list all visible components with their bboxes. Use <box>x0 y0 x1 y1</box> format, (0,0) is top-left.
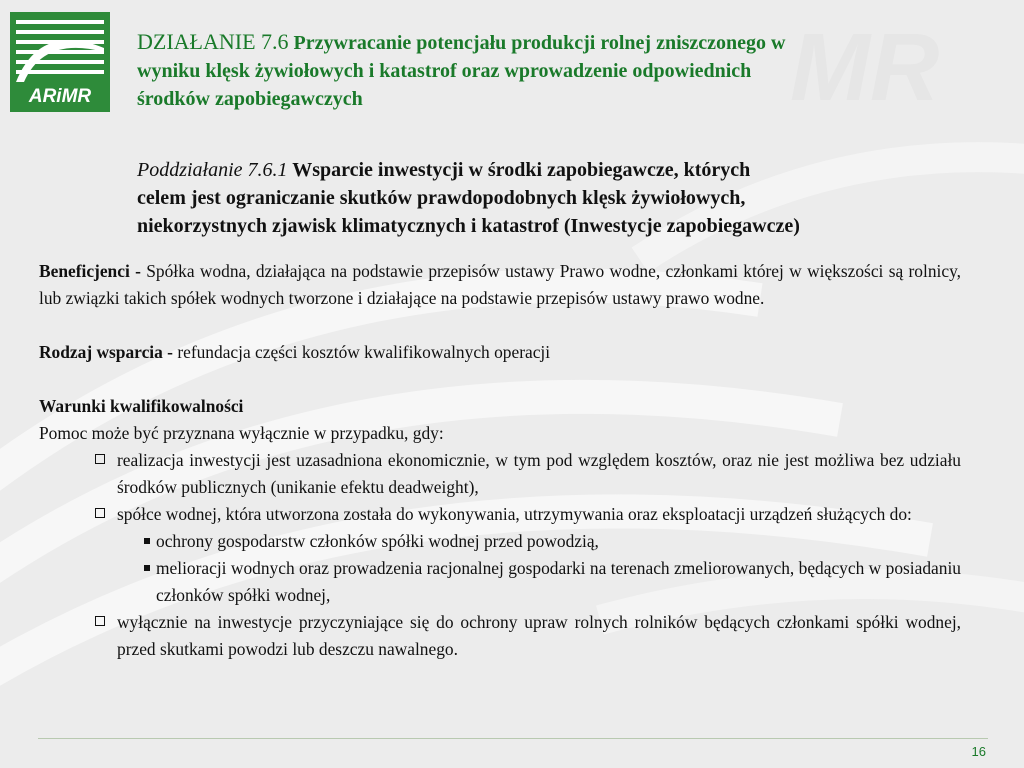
checkbox-bullet-icon <box>95 616 105 626</box>
subtitle-line-1 <box>137 156 997 184</box>
condition-subitem-2 <box>39 555 961 609</box>
subaction-title <box>137 156 997 240</box>
subtitle-line-3: niekorzystnych zjawisk klimatycznych i katastrof (Inwestycje zapobiegawcze) <box>137 215 800 237</box>
condition-text-3: wyłącznie na inwestycje przyczyniające się do ochrony upraw rolnych rolników będących członkami spółki wodnej, przed skutkami powodzi lub deszczu nawalnego. <box>117 612 961 659</box>
title-line-2: wyniku klęsk żywiołowych i katastrof oraz wprowadzenie odpowiednich <box>137 60 752 82</box>
beneficiaries-label: Beneficjenci - <box>39 261 147 281</box>
support-label: Rodzaj wsparcia - <box>39 342 178 362</box>
condition-item-3 <box>39 609 961 663</box>
subtitle-text-1: Wsparcie inwestycji w środki zapobiegawcze, których <box>292 159 751 181</box>
checkbox-bullet-icon <box>95 508 105 518</box>
condition-subitem-1 <box>39 528 961 555</box>
subitem-text-1: ochrony gospodarstw członków spółki wodnej przed powodzią, <box>156 531 599 551</box>
subaction-number: Poddziałanie 7.6.1 <box>137 159 288 181</box>
page-number: 16 <box>971 744 986 759</box>
subitem-text-2: melioracji wodnych oraz prowadzenia racjonalnej gospodarki na terenach zmeliorowanych, będących w posiadaniu członków spółki wodnej, <box>156 558 961 605</box>
watermark-logo-text: MR <box>790 14 940 121</box>
condition-item-2 <box>39 501 961 528</box>
support-text: refundacja części kosztów kwalifikowalnych operacji <box>177 342 551 362</box>
arimr-logo <box>10 12 110 112</box>
square-bullet-icon <box>144 565 150 571</box>
slide-body <box>39 258 961 663</box>
footer-divider <box>38 738 988 739</box>
slide-title <box>137 28 997 113</box>
subtitle-line-2: celem jest ograniczanie skutków prawdopodobnych klęsk żywiołowych, <box>137 187 746 209</box>
condition-item-1 <box>39 447 961 501</box>
action-number: DZIAŁANIE 7.6 <box>137 29 289 54</box>
title-text-1: Przywracanie potencjału produkcji rolnej zniszczonego w <box>293 32 786 54</box>
condition-text-2: spółce wodnej, która utworzona została do wykonywania, utrzymywania oraz eksploatacji urządzeń służących do: <box>117 504 912 524</box>
title-line-3: środków zapobiegawczych <box>137 88 363 110</box>
support-paragraph <box>39 339 961 366</box>
condition-text-1: realizacja inwestycji jest uzasadniona ekonomicznie, w tym pod względem kosztów, oraz nie jest możliwa bez udziału środków publicznych (unikanie efektu deadweight), <box>117 450 961 497</box>
beneficiaries-paragraph <box>39 258 961 312</box>
checkbox-bullet-icon <box>95 454 105 464</box>
conditions-intro: Pomoc może być przyznana wyłącznie w przypadku, gdy: <box>39 423 444 443</box>
svg-text:ARiMR: ARiMR <box>28 86 92 107</box>
square-bullet-icon <box>144 538 150 544</box>
conditions-heading: Warunki kwalifikowalności <box>39 396 244 416</box>
title-line-1 <box>137 28 997 57</box>
beneficiaries-text: Spółka wodna, działająca na podstawie przepisów ustawy Prawo wodne, członkami której w większości są rolnicy, lub związki takich spółek wodnych tworzone i działające na podstawie przepisów ustawy prawo wodne. <box>39 261 961 308</box>
